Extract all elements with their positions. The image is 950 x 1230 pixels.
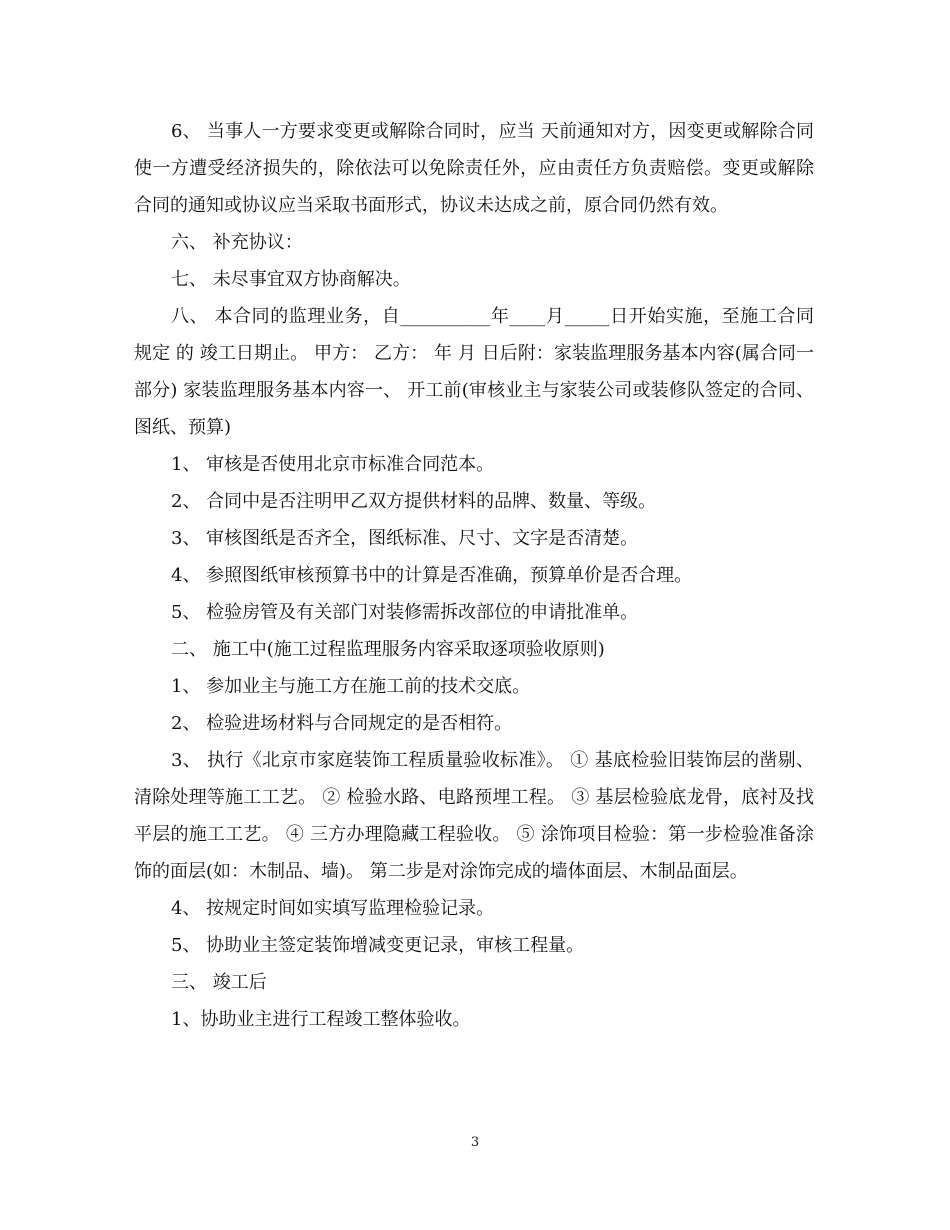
paragraph-change-or-termination: 6、 当事人一方要求变更或解除合同时，应当 天前通知对方，因变更或解除合同使一方遭受经济损失的，除依法可以免除责任外，应由责任方负责赔偿。变更或解除合同的通知或协议应当采取书面形式，协议未达成之前，原合同仍然有效。: [134, 121, 814, 216]
document-body: [134, 113, 814, 1038]
paragraph-unresolved-matters: 七、 未尽事宜双方协商解决。: [171, 269, 411, 290]
paragraph-construction-item-4: 4、 按规定时间如实填写监理检验记录。: [171, 898, 495, 919]
paragraph-pre-construction-item-5: 5、 检验房管及有关部门对装修需拆改部位的申请批准单。: [171, 602, 639, 623]
paragraph-completion-item-1: 1、协助业主进行工程竣工整体验收。: [171, 1009, 471, 1030]
paragraph-pre-construction-item-2: 2、 合同中是否注明甲乙双方提供材料的品牌、数量、等级。: [171, 491, 657, 512]
page-number: 3: [470, 1135, 480, 1150]
paragraph-construction-item-3: 3、 执行《北京市家庭装饰工程质量验收标准》。 ① 基底检验旧装饰层的凿剔、清除处理等施工工艺。 ② 检验水路、电路预埋工程。 ③ 基层检验底龙骨，底衬及找平层的施工工艺。 ④ 三方办理隐藏工程验收。 ⑤ 涂饰项目检验：第一步检验准备涂饰的面层(如：木制品、墙)。 第二步是对涂饰完成的墙体面层、木制品面层。: [134, 750, 814, 882]
paragraph-construction-item-1: 1、 参加业主与施工方在施工前的技术交底。: [171, 676, 531, 697]
paragraph-supplementary-agreement: 六、 补充协议：: [171, 232, 303, 253]
paragraph-pre-construction-item-1: 1、 审核是否使用北京市标准合同范本。: [171, 454, 495, 475]
paragraph-construction-item-5: 5、 协助业主签定装饰增减变更记录，审核工程量。: [171, 935, 585, 956]
paragraph-supervision-period: 八、 本合同的监理业务，自__________年____月_____日开始实施，至施工合同规定 的 竣工日期止。 甲方： 乙方： 年 月 日后附：家装监理服务基本内容(属合同一部分) 家装监理服务基本内容一、 开工前(审核业主与家装公司或装修队签定的合同、图纸、预算): [134, 306, 814, 438]
paragraph-pre-construction-item-4: 4、 参照图纸审核预算书中的计算是否准确，预算单价是否合理。: [171, 565, 693, 586]
section-heading-during-construction: 二、 施工中(施工过程监理服务内容采取逐项验收原则): [171, 639, 605, 660]
paragraph-construction-item-2: 2、 检验进场材料与合同规定的是否相符。: [171, 713, 513, 734]
paragraph-pre-construction-item-3: 3、 审核图纸是否齐全，图纸标准、尺寸、文字是否清楚。: [171, 528, 639, 549]
section-heading-after-completion: 三、 竣工后: [171, 972, 267, 993]
